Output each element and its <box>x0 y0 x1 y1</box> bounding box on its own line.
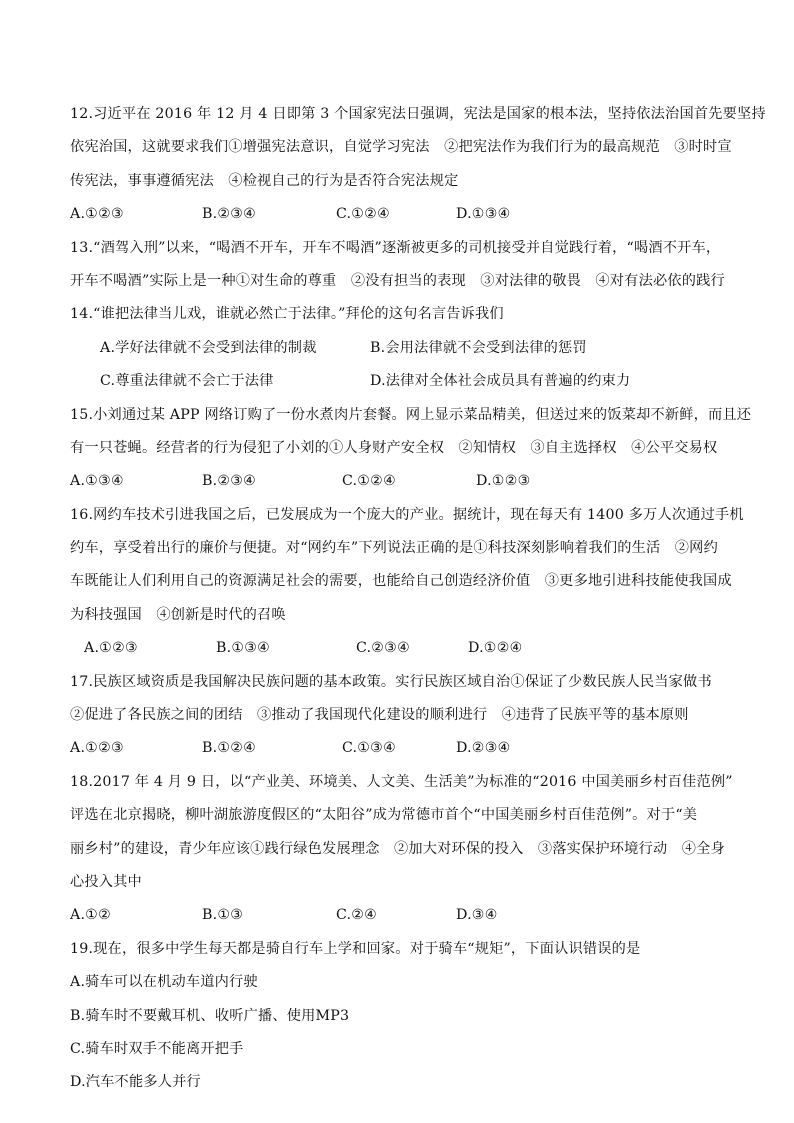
q15-option-d: D.①②③ <box>476 473 531 490</box>
q16-option-b: B.①③④ <box>216 640 271 657</box>
q18-stem-line-3: 丽乡村”的建设，青少年应该①践行绿色发展理念 ②加大对环保的投入 ③落实保护环境行动 ④全身 <box>70 840 725 857</box>
q15-option-a: A.①③④ <box>70 473 124 490</box>
q17-option-a: A.①②③ <box>70 740 124 757</box>
q18-stem-line-2: 评选在北京揭晓，柳叶湖旅游度假区的“太阳谷”成为常德市首个“中国美丽乡村百佳范例”。对于“美 <box>70 807 698 824</box>
q13-stem-line-1: 13.“酒驾入刑”以来，“喝酒不开车，开车不喝酒”逐渐被更多的司机接受并自觉践行着，“喝酒不开车， <box>70 239 721 256</box>
q12-option-c: C.①②④ <box>336 206 391 223</box>
q18-options <box>70 899 730 932</box>
q19-stem-line-1: 19.现在，很多中学生每天都是骑自行车上学和回家。对于骑车“规矩”，下面认识错误的是 <box>70 940 641 957</box>
q18-stem-line-1: 18.2017 年 4 月 9 日，以“产业美、环境美、人文美、生活美”为标准的“2016 中国美丽乡村百佳范例” <box>70 773 733 790</box>
q15-stem-line-2: 有一只苍蝇。经营者的行为侵犯了小刘的①人身财产安全权 ②知情权 ③自主选择权 ④公平交易权 <box>70 439 718 456</box>
q12-stem-line-3: 传宪法，事事遵循宪法 ④检视自己的行为是否符合宪法规定 <box>70 172 459 189</box>
q12-option-a: A.①②③ <box>70 206 124 223</box>
q16-option-d: D.①②④ <box>468 640 523 657</box>
q14-option-b: B.会用法律就不会受到法律的惩罚 <box>370 339 587 356</box>
q18-option-a: A.①② <box>70 907 111 924</box>
q13-stem-line-2: 开车不喝酒”实际上是一种①对生命的尊重 ②没有担当的表现 ③对法律的敬畏 ④对有法必依的践行 <box>70 272 725 289</box>
q14-option-a: A.学好法律就不会受到法律的制裁 <box>100 339 317 356</box>
q12-option-d: D.①③④ <box>456 206 511 223</box>
q14-options-row-2 <box>70 365 730 398</box>
q12-stem-line-1: 12.习近平在 2016 年 12 月 4 日即第 3 个国家宪法日强调，宪法是国家的根本法，坚持依法治国首先要坚持 <box>70 106 766 122</box>
q14-option-c: C.尊重法律就不会亡于法律 <box>100 373 274 390</box>
q16-stem-line-4: 为科技强国 ④创新是时代的召唤 <box>70 606 286 623</box>
q14-option-d: D.法律对全体社会成员具有普遍的约束力 <box>370 373 631 390</box>
q19-option-d: D.汽车不能多人并行 <box>70 1074 201 1091</box>
q17-options <box>70 732 730 765</box>
q12-option-b: B.②③④ <box>202 206 257 223</box>
q16-stem-line-2: 约车，享受着出行的廉价与便捷。对“网约车”下列说法正确的是①科技深刻影响着我们的生活 ②网约 <box>70 540 718 557</box>
q17-option-d: D.②③④ <box>456 740 511 757</box>
q18-stem-line-4: 心投入其中 <box>70 873 142 890</box>
q17-option-b: B.①②④ <box>202 740 257 757</box>
q14-options-row-1 <box>70 332 730 365</box>
q17-option-c: C.①③④ <box>342 740 397 757</box>
q16-options <box>70 632 730 665</box>
q15-option-c: C.①②④ <box>342 473 397 490</box>
q15-stem-line-1: 15.小刘通过某 APP 网络订购了一份水煮肉片套餐。网上显示菜品精美，但送过来的饭菜却不新鲜，而且还 <box>70 406 752 423</box>
q14-stem-line-1: 14.“谁把法律当儿戏，谁就必然亡于法律。”拜伦的这句名言告诉我们 <box>70 306 504 323</box>
q15-option-b: B.②③④ <box>202 473 257 490</box>
q18-option-b: B.①③ <box>202 907 244 924</box>
q18-option-d: D.③④ <box>456 907 498 924</box>
q16-option-c: C.②③④ <box>356 640 411 657</box>
q19-option-a: A.骑车可以在机动车道内行驶 <box>70 974 258 991</box>
q16-stem-line-3: 车既能让人们利用自己的资源满足社会的需要，也能给自己创造经济价值 ③更多地引进科技能使我国成 <box>70 573 732 590</box>
q12-options <box>70 198 730 231</box>
q16-option-a: A.①②③ <box>84 640 138 657</box>
q15-options <box>70 465 730 498</box>
q12-stem-line-2: 依宪治国，这就要求我们①增强宪法意识，自觉学习宪法 ②把宪法作为我们行为的最高规范 ③时时宣 <box>70 139 732 156</box>
q16-stem-line-1: 16.网约车技术引进我国之后，已发展成为一个庞大的产业。据统计，现在每天有 1400 多万人次通过手机 <box>70 506 744 523</box>
q19-option-c: C.骑车时双手不能离开把手 <box>70 1040 244 1057</box>
q18-option-c: C.②④ <box>336 907 378 924</box>
q19-option-b: B.骑车时不要戴耳机、收听广播、使用MP3 <box>70 1007 350 1024</box>
exam-page <box>70 98 766 1100</box>
q17-stem-line-2: ②促进了各民族之间的团结 ③推动了我国现代化建设的顺利进行 ④违背了民族平等的基本原则 <box>70 707 689 724</box>
q17-stem-line-1: 17.民族区域资质是我国解决民族问题的基本政策。实行民族区域自治①保证了少数民族人民当家做书 <box>70 673 712 690</box>
